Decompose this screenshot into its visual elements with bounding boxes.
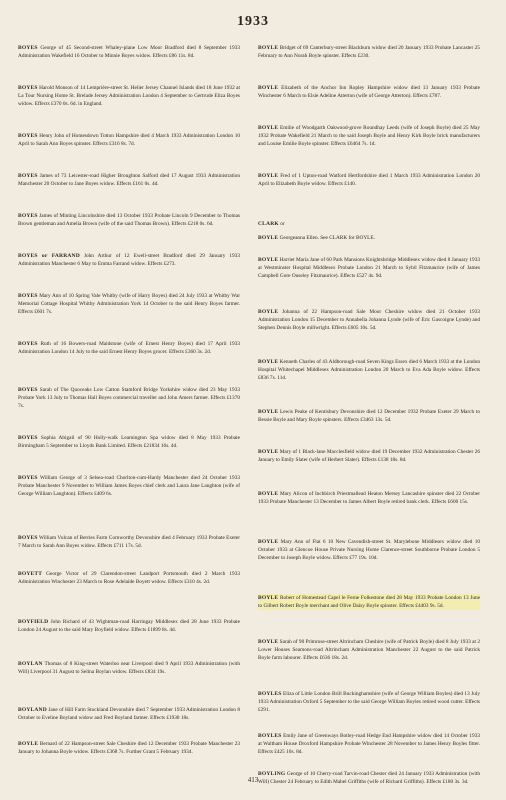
entry <box>258 732 480 757</box>
entry-text: Mary Alicon of Inchbirch Priestmallead Heaton Mersey Lancashire spinster died 22 October 1933 Probate Manchester 13 December to James Albert Boyle retired bank clerk. Effects £600 15s. <box>258 491 480 506</box>
entry-name: BOYLE <box>258 639 279 645</box>
entry-name: BOYLE <box>258 309 279 315</box>
entry-text: or <box>280 221 285 227</box>
entry-text: Elizabeth of the Anchor Inn Ropley Hampshire widow died 13 January 1933 Probate Winchester 6 March to Elsie Adeline Atterton (wife of George Atterton). Effects £787. <box>258 85 480 100</box>
entry-text: George of 45 Second-street Whaley-plane Low Moor Bradford died 8 September 1933 Administration Wakefield 16 October to Minnie Boyes widow. Effects £86 11s. 8d. <box>18 45 240 60</box>
entry-text: Fred of 1 Upton-road Watford Hertfordshire died 1 March 1933 Administration London 20 April to Elizabeth Boyle widow. Effects £140. <box>258 173 480 188</box>
entry <box>18 740 240 756</box>
entry-name: BOYLE <box>258 595 279 601</box>
entry <box>18 252 240 268</box>
entry <box>258 490 480 506</box>
entry <box>258 172 480 188</box>
entry-text: Mary Ann of 10 Spring Vale Whitby (wife of Harry Boyes) died 24 July 1933 at Whitby War Memorial Cottage Hospital Whitby Administration York 14 October to the said Henry Boyes farmer. Effects £601 7s. <box>18 293 240 316</box>
entry-text: George Victor of 29 Clarendon-street Landport Portsmouth died 2 March 1933 Administration Winchester 23 March to Rose Adelaide Boyett widow. Effects £310 4s. 2d. <box>18 571 241 586</box>
entry-text: John Richard of 43 Wightman-road Harringay Middlesex died 28 June 1933 Probate London 24 August to the said Mary Boyfield widow. Effects £1899 8s. 4d. <box>18 619 241 634</box>
entry <box>18 44 240 60</box>
entry-name: BOYLE <box>258 85 279 91</box>
entry-name: BOYLE <box>258 257 279 263</box>
entry-name: BOYES <box>18 435 38 441</box>
entry-text: Eliza of Little London Brill Buckinghamshire (wife of George William Boyles) died 13 July 1933 Administration Oxford 5 September to the said George William Boyles retired wood cutter. Effects £291. <box>258 691 480 714</box>
entry-text: Thomas of 8 King-street Waterloo near Liverpool died 9 April 1933 Administration (with Will) Liverpool 31 August to Selina Boylan widow. Effects £834 19s. <box>18 661 241 676</box>
entry-text: Jane of Hill Farm Stockland Devonshire died 7 September 1933 Administration London 8 October to Eveline Boyland widow and Fred Boyland farmer. Effects £1938 18s. <box>18 707 240 722</box>
entry-name: CLARK <box>258 221 279 227</box>
entry-text: George of 10 Cherry-road Tarvin-road Chester died 24 January 1933 Administration (with Will) Chester 24 February to Edith Mabel Griffiths (wife of Richard Griffiths). Effects £180 3s. 3d. <box>258 771 481 786</box>
entry-text: Ruth of 16 Bowers-road Maidstone (wife of Ernest Henry Boyes) died 17 April 1933 Administration London 14 July to the said Ernest Henry Boyes grocer. Effects £360 3s. 2d. <box>18 341 240 356</box>
entry-name: BOYLE <box>258 409 279 415</box>
entry-text: Emily Jane of Greenways Botley-road Hedge End Hampshire widow died 14 October 1933 at Waltham House Droxford Hampshire Probate Winchester 28 November to James Henry Boyles fitter. Effects £425 10s. 8d. <box>258 733 480 756</box>
entry-text: Sophia Abigail of 90 Holly-walk Leamington Spa widow died 8 May 1933 Probate Birmingham 5 September to Lloyds Bank Limited. Effects £21834 16s. 4d. <box>18 435 240 450</box>
entry-text: James of Minting Lincolnshire died 13 October 1933 Probate Lincoln 9 December to Thomas Brown gentleman and Amelia Brown (wife of the said Thomas Brown). Effects £218 0s. 6d. <box>18 213 240 228</box>
entry-text: Bridget of 69 Canterbury-street Blackburn widow died 20 January 1933 Probate Lancaster 25 February to Ann Norah Boyle spinster. Effects £230. <box>258 45 480 60</box>
entry-text: William Vulcan of Berries Farm Cornworthy Devonshire died 4 February 1933 Probate Exeter 7 March to Sarah Ann Boyes widow. Effects £711 17s. 5d. <box>18 535 240 550</box>
entry <box>18 706 240 722</box>
entry <box>258 220 480 228</box>
entry-text: Henry John of Homesdown Totton Hampshire died 4 March 1933 Administration London 10 April to Sarah Ann Boyes spinster. Effects £316 8s. 7d. <box>18 133 240 148</box>
entry-text: Georgeanna Ellen. See CLARK for BOYLE. <box>279 235 375 241</box>
entry <box>258 234 480 242</box>
entry-name: BOYLES <box>258 733 282 739</box>
entry <box>18 434 240 450</box>
entry-name: BOYES <box>18 45 38 51</box>
entry-name: BOYLE <box>258 539 279 545</box>
entry-name: BOYLE <box>258 491 279 497</box>
entry-name: BOYFIELD <box>18 619 49 625</box>
entry-name: BOYLES <box>258 691 282 697</box>
entry <box>258 124 480 149</box>
entry <box>18 84 240 109</box>
entry-text: Bernard of 22 Hampson-street Sale Cheshire died 12 December 1933 Probate Manchester 23 January to Johanna Boyle widow. Effects £368 7s. Further Grant 5 February 1934. <box>18 741 240 756</box>
entry-text: Robert of Homestead Capel le Ferne Folkestone died 28 May 1933 Probate London 13 June to Gilbert Robert Boyle merchant and Olive Daisy Boyle spinster. Effects £4403 9s. 5d. <box>258 595 480 610</box>
entry <box>258 408 480 424</box>
entry <box>258 358 480 383</box>
entry-name: BOYLE <box>18 741 39 747</box>
entry-name: BOYES <box>18 85 38 91</box>
entry-name: BOYLAN <box>18 661 43 667</box>
entry-name: BOYES <box>18 173 38 179</box>
entry <box>18 570 240 586</box>
page-number: 413 <box>247 776 259 784</box>
entry <box>18 660 240 676</box>
entry <box>258 690 480 715</box>
entry <box>258 448 480 464</box>
entry <box>258 84 480 100</box>
entry-name: BOYES <box>18 341 38 347</box>
entry-text: Sarah of The Quoceaks Low Catton Stamford Bridge Yorkshire widow died 23 May 1933 Probate York 13 July to Thomas Hall Boyes commercial traveller and John Amers farmer. Effects £1370 7s. <box>18 387 240 410</box>
entry <box>18 132 240 148</box>
entry-text: Mary Ann of Flat 6 10 New Cavendish-street St. Marylebone Middlesex widow died 10 October 1933 at Glencoe House Private Nursing Home Clarence-street Southborne Probate London 5 December to Joseph Boyle widow. Effects £77 19s. 10d. <box>258 539 480 562</box>
entry-text: William George of 3 Selsea-road Chorlton-cum-Hardy Manchester died 24 October 1933 Probate Manchester 9 November to William James Boyes chief clerk and Laura Jane Langhton (wife of George William Langhton). Effects £409 6s. <box>18 475 240 498</box>
entry <box>18 212 240 228</box>
entry-name: BOYES <box>18 293 38 299</box>
entry-name: BOYLE <box>258 235 279 241</box>
entry-name: BOYLE <box>258 45 279 51</box>
entry-name: BOYLAND <box>18 707 47 713</box>
entry-name: BOYES or FARRAND <box>18 253 80 259</box>
entry <box>18 172 240 188</box>
page-year-heading: 1933 <box>237 14 269 29</box>
entry <box>18 534 240 550</box>
entry <box>18 386 240 411</box>
entry-text: Emilie of Woodgarth Oakwood-grove Roundhay Leeds (wife of Joseph Boyle) died 25 May 1932 Probate Wakefield 21 March to the said Joseph Boyle and Henry Kirk Boyle brick manufacturers and Louise Emilie Boyle spinster. Effects £6464 7s. 1d. <box>258 125 480 148</box>
entry-name: BOYLE <box>258 173 279 179</box>
entry-name: BOYES <box>18 475 38 481</box>
entry <box>258 638 480 663</box>
entry-name: BOYES <box>18 213 38 219</box>
entry-text: Sarah of 90 Primrose-street Altrincham Cheshire (wife of Patrick Boyle) died 8 July 1933 at 2 Lower Houses Seamons-road Altrincham Administration Manchester 22 August to the said Patrick Boyle farm labourer. Effects £636 18s. 2d. <box>258 639 481 662</box>
entry <box>258 308 480 333</box>
entry-highlighted <box>258 594 480 610</box>
entry <box>18 292 240 317</box>
entry-text: Harold Monson of 14 Lemprière-street St. Helier Jersey Channel Islands died 18 June 1932 at La Tour Nursing Home St. Brelade Jersey Administration London 4 September to Gertrude Eliza Boyes widow. Effects £370 0s. 6d. in England. <box>18 85 241 108</box>
entry-text: Harriet Maria Jane of 60 Park Mansions Knightsbridge Middlesex widow died 8 January 1933 at Westminster Hospital Middlesex Probate London 21 March to Sybil Fitzmaurice (wife of James Campbell Gore Ouseley Fitzmaurice). Effects £527 4s. 9d. <box>258 257 480 280</box>
entry-text: Johanna of 22 Hampson-road Sale Moor Cheshire widow died 21 October 1933 Administration London 15 December to Annabella Johanna Lynde (wife of Eric Gascoigne Lynde) and Stephen Dennis Boyle millwright. Effects £605 10s. 5d. <box>258 309 480 332</box>
entry-name: BOYES <box>18 133 38 139</box>
entry <box>258 538 480 563</box>
entry-text: James of 73 Leicester-road Higher Broughton Salford died 17 August 1933 Administration Manchester 20 October to Jane Boyes widow. Effects £161 0s. 4d. <box>18 173 240 188</box>
entry <box>18 618 240 634</box>
entry <box>18 340 240 356</box>
entry-name: BOYETT <box>18 571 43 577</box>
entry-text: Lewis Peake of Kentisbury Devonshire died 12 December 1932 Probate Exeter 29 March to Bessie Boyle and Mary Boyle spinsters. Effects £3463 13s. 5d. <box>258 409 480 424</box>
entry-name: BOYLE <box>258 359 279 365</box>
entry-name: BOYES <box>18 535 38 541</box>
entry-text: Mary of 1 Black-lane Macclesfield widow died 19 December 1932 Administration Chester 26 January to Emily Slater (wife of Herbert Slater). Effects £138 18s. 8d. <box>258 449 480 464</box>
entry <box>258 44 480 60</box>
entry-name: BOYES <box>18 387 38 393</box>
entry <box>258 256 480 281</box>
entry-name: BOYLING <box>258 771 286 777</box>
entry-name: BOYLE <box>258 125 279 131</box>
entry <box>18 474 240 499</box>
entry-text: Kenneth Charles of 43 Aldborough-road Seven Kings Essex died 6 March 1933 at the London Hospital Whitechapel Middlesex Administration London 20 March to Eva Ada Boyle widow. Effects £836 7s. 11d. <box>258 359 480 382</box>
entry-text: John Arthur of 12 Ewell-street Bradford died 29 January 1933 Administration Manchester 6 May to Emma Farrand widow. Effects £273. <box>18 253 240 268</box>
entry-name: BOYLE <box>258 449 279 455</box>
